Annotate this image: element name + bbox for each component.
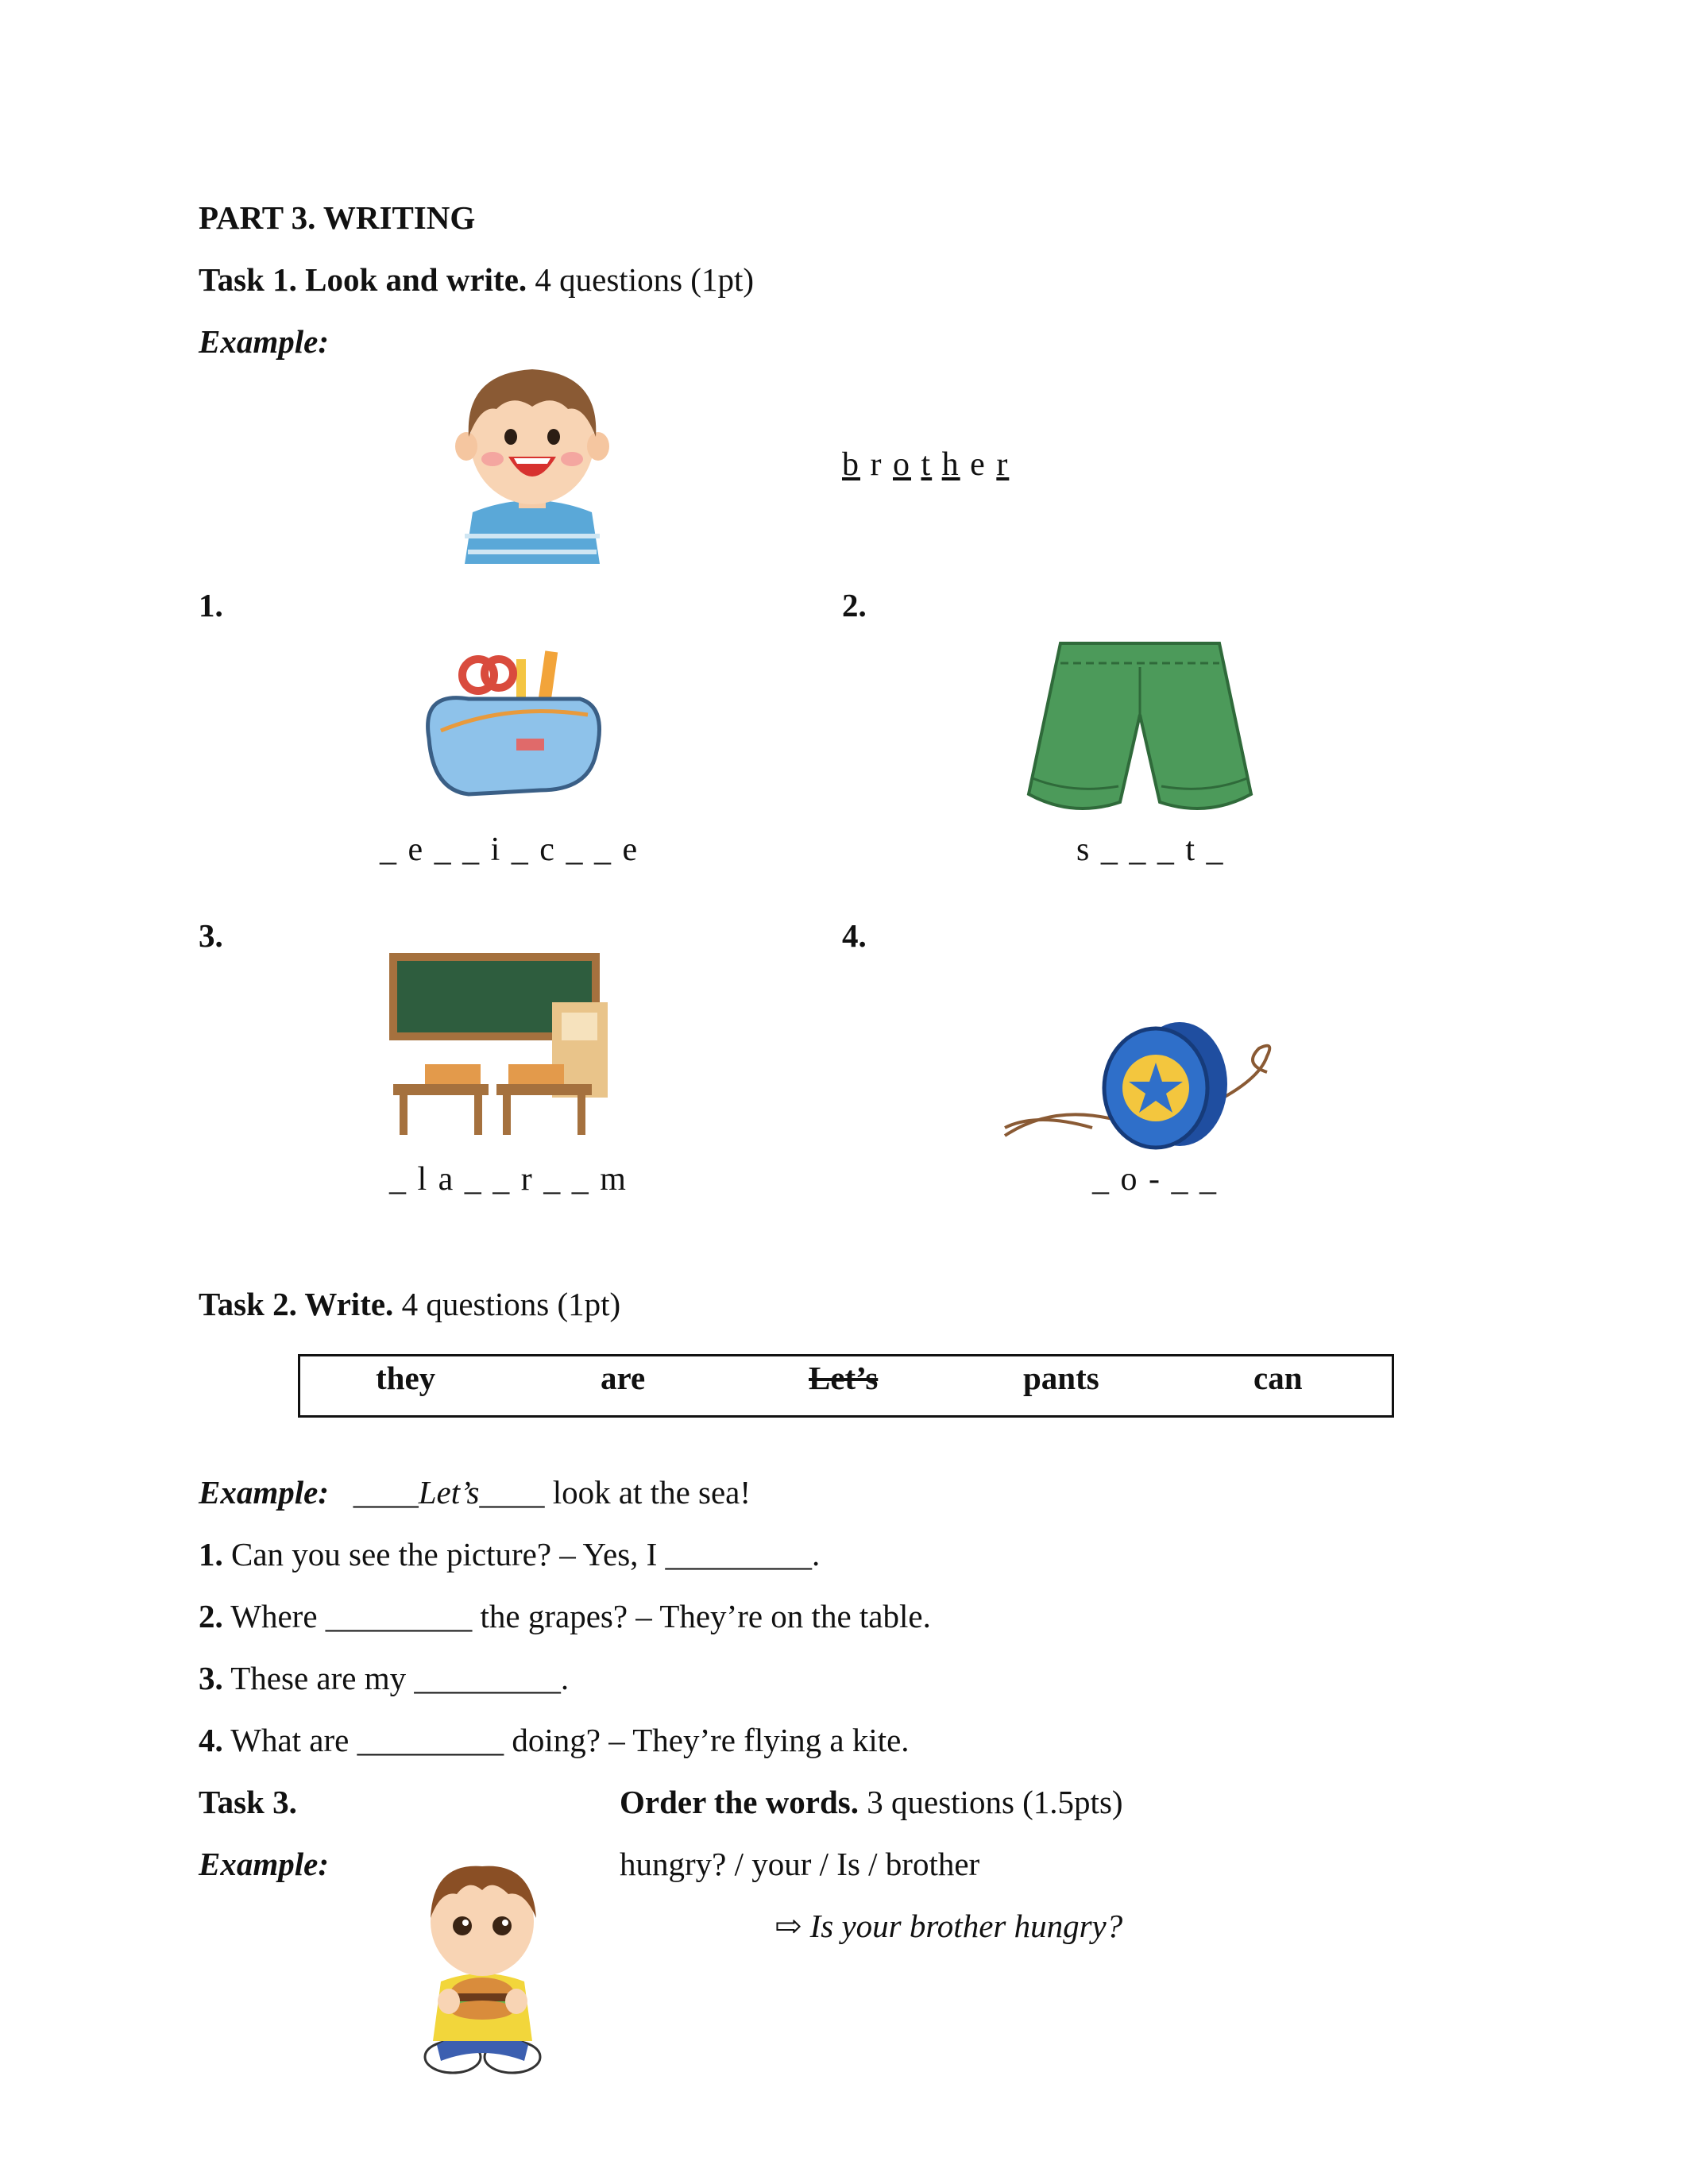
task2-question-1 xyxy=(199,1535,820,1574)
word-lets-crossed: Let’s xyxy=(809,1360,879,1396)
word-they: they xyxy=(376,1360,436,1396)
task1-label: Task 1. Look and write. xyxy=(199,261,527,298)
task2-question-2 xyxy=(199,1597,931,1636)
example-letter: r xyxy=(996,446,1010,483)
question-number: 2. xyxy=(199,1598,223,1634)
example-answer-brother xyxy=(842,445,1009,484)
example-letter: h xyxy=(941,446,960,483)
task2-question-3 xyxy=(199,1659,569,1698)
shorts-picture xyxy=(1025,639,1255,818)
yo-yo-picture xyxy=(1005,1009,1291,1148)
task3-example-answer: Is your brother hungry? xyxy=(809,1908,1123,1944)
classroom-picture xyxy=(385,953,620,1140)
task2-label: Task 2. Write. xyxy=(199,1286,394,1322)
task3-example-words: hungry? / your / Is / brother xyxy=(620,1846,980,1882)
task3-detail: 3 questions (1.5pts) xyxy=(867,1784,1123,1820)
item3-pattern: _ l a _ _ r _ _ m xyxy=(389,1161,628,1198)
boy-picture xyxy=(449,357,616,564)
task2-example-blank-pre: ____ xyxy=(353,1474,419,1511)
item1-pattern: _ e _ _ i _ c _ _ e xyxy=(380,832,639,868)
word-pants: pants xyxy=(1023,1360,1099,1396)
item1-number: 1. xyxy=(199,587,223,623)
word-box xyxy=(298,1354,1394,1418)
task2-detail: 4 questions (1pt) xyxy=(401,1286,621,1322)
task2-header xyxy=(199,1285,620,1324)
question-text: Can you see the picture? – Yes, I _________. xyxy=(231,1536,821,1572)
item3-number: 3. xyxy=(199,917,223,954)
question-text: These are my _________. xyxy=(230,1660,570,1696)
question-text: Where _________ the grapes? – They’re on the table. xyxy=(230,1598,931,1634)
example-letter: o xyxy=(893,446,911,483)
task1-example-label: Example: xyxy=(199,323,329,360)
part-title: PART 3. WRITING xyxy=(199,199,476,236)
word-can: can xyxy=(1253,1360,1303,1396)
task3-label: Task 3. xyxy=(199,1784,297,1820)
task3-title: Order the words. xyxy=(620,1784,859,1820)
task2-example xyxy=(199,1473,751,1512)
example-letter: r xyxy=(870,446,883,483)
task1-detail: 4 questions (1pt) xyxy=(535,261,754,298)
example-letter: b xyxy=(842,446,860,483)
task2-example-answer: Let’s xyxy=(418,1474,480,1511)
task3-example-label: Example: xyxy=(199,1846,329,1882)
task2-question-4 xyxy=(199,1721,910,1760)
task2-example-post: ____ look at the sea! xyxy=(479,1474,751,1511)
boy-eating-burger-picture xyxy=(413,1854,552,2081)
task2-example-label: Example: xyxy=(199,1474,329,1511)
item2-number: 2. xyxy=(842,587,867,623)
task3-example-answer-line xyxy=(774,1907,1122,1946)
pencil-case-picture xyxy=(421,643,604,802)
question-number: 1. xyxy=(199,1536,223,1572)
example-letter: t xyxy=(921,446,933,483)
question-text: What are _________ doing? – They’re flying a kite. xyxy=(230,1722,910,1758)
item4-pattern: _ o - _ _ xyxy=(1092,1161,1218,1198)
task1-header xyxy=(199,260,754,299)
arrow-icon: ⇨ xyxy=(774,1908,802,1944)
word-are: are xyxy=(601,1360,646,1396)
question-number: 3. xyxy=(199,1660,223,1696)
question-number: 4. xyxy=(199,1722,223,1758)
task3-header xyxy=(620,1783,1123,1822)
item4-number: 4. xyxy=(842,917,867,954)
example-letter: e xyxy=(970,446,987,483)
item2-pattern: s _ _ _ t _ xyxy=(1076,832,1225,868)
